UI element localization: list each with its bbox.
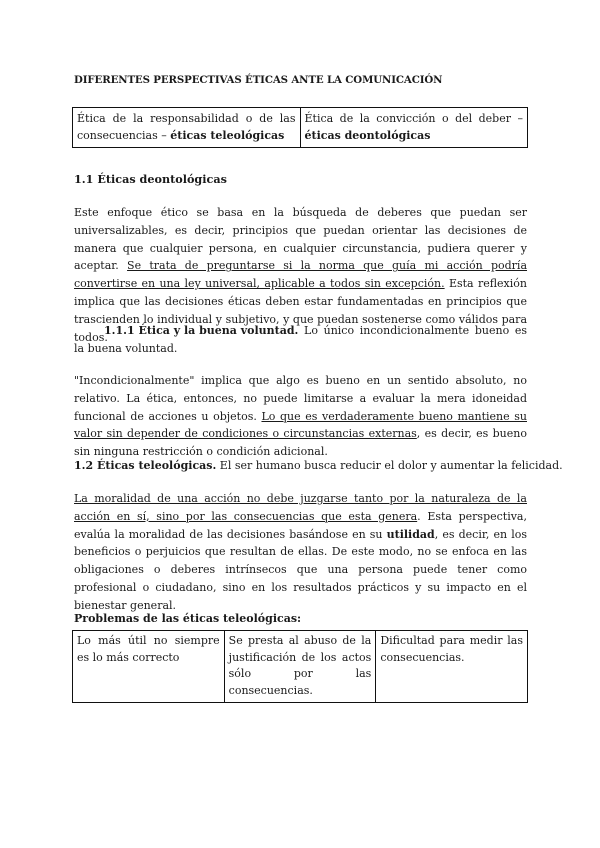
teleological-label: éticas teleológicas <box>170 129 285 142</box>
underlined-consequences: La moralidad de una acción no debe juzgarse tanto por la naturaleza de la acción en sí, sino por las consecuencias que esta genera <box>74 492 527 523</box>
paragraph-deontological: Este enfoque ético se basa en la búsqueda de deberes que puedan ser universalizables, es decir, principios que puedan orientar las decisiones de manera que cualquier persona, en cualquier circunstancia, pudiera querer y aceptar. Se trata de preguntarse si la norma que guía mi acción podría convertirse en una ley universal, aplicable a todos sin excepción. Esta reflexión implica que las decisiones éticas deben estar fundamentadas en principios que trascienden lo individual y subjetivo, y que puedan sostenerse como válidos para todos. <box>74 206 528 344</box>
underlined-truly-good: Lo que es verdaderamente bueno mantiene su valor sin depender de condiciones o circunstancias externas <box>74 409 527 441</box>
section-heading-deontological: 1.1 Éticas deontológicas <box>74 172 227 186</box>
utility-term: utilidad <box>386 527 435 541</box>
document-title: DIFERENTES PERSPECTIVAS ÉTICAS ANTE LA COMUNICACIÓN <box>74 74 443 86</box>
problem-cell: Dificultad para medir las consecuencias. <box>376 631 528 703</box>
paragraph-unconditional: "Incondicionalmente" implica que algo es bueno en un sentido absoluto, no relativo. La ética, entonces, no puede limitarse a evaluar la mera idoneidad funcional de acciones u objetos. Lo que es verdaderamente bueno mantiene su valor sin depender de condiciones o circunstancias externas, es decir, es bueno sin ninguna restricción o condición adicional. <box>74 374 527 459</box>
problems-heading: Problemas de las éticas teleológicas: <box>74 612 302 625</box>
problems-table <box>72 630 528 703</box>
underlined-universal-law: Se trata de preguntarse si la norma que guía mi acción podría convertirse en una ley universal, aplicable a todos sin excepción. <box>74 259 528 291</box>
perspective-cell-teleological: Ética de la responsabilidad o de las consecuencias – éticas teleológicas <box>73 108 301 148</box>
perspective-cell-deontological: Ética de la convicción o del deber – éticas deontológicas <box>300 108 528 148</box>
paragraph-good-will: 1.1.1 Ética y la buena voluntad. Lo único incondicionalmente bueno es la buena voluntad. <box>74 324 527 355</box>
problem-cell: Lo más útil no siempre es lo más correcto <box>73 631 225 703</box>
perspectives-table <box>72 107 528 148</box>
problem-cell: Se presta al abuso de la justificación de los actos sólo por las consecuencias. <box>224 631 376 703</box>
subsection-heading-good-will: 1.1.1 Ética y la buena voluntad. <box>104 324 299 337</box>
deontological-label: éticas deontológicas <box>304 129 431 142</box>
section-heading-teleological: 1.2 Éticas teleológicas. El ser humano busca reducir el dolor y aumentar la felicidad. <box>74 459 563 472</box>
paragraph-teleological: La moralidad de una acción no debe juzgarse tanto por la naturaleza de la acción en sí, sino por las consecuencias que esta genera. Esta perspectiva, evalúa la moralidad de las decisiones basándose en su utilidad, es decir, en los beneficios o perjuicios que resultan de ellas. De este modo, no se enfoca en las obligaciones o deberes intrínsecos que una persona puede tener como profesional o ciudadano, sino en los resultados prácticos y su impacto en el bienestar general. <box>74 492 528 612</box>
